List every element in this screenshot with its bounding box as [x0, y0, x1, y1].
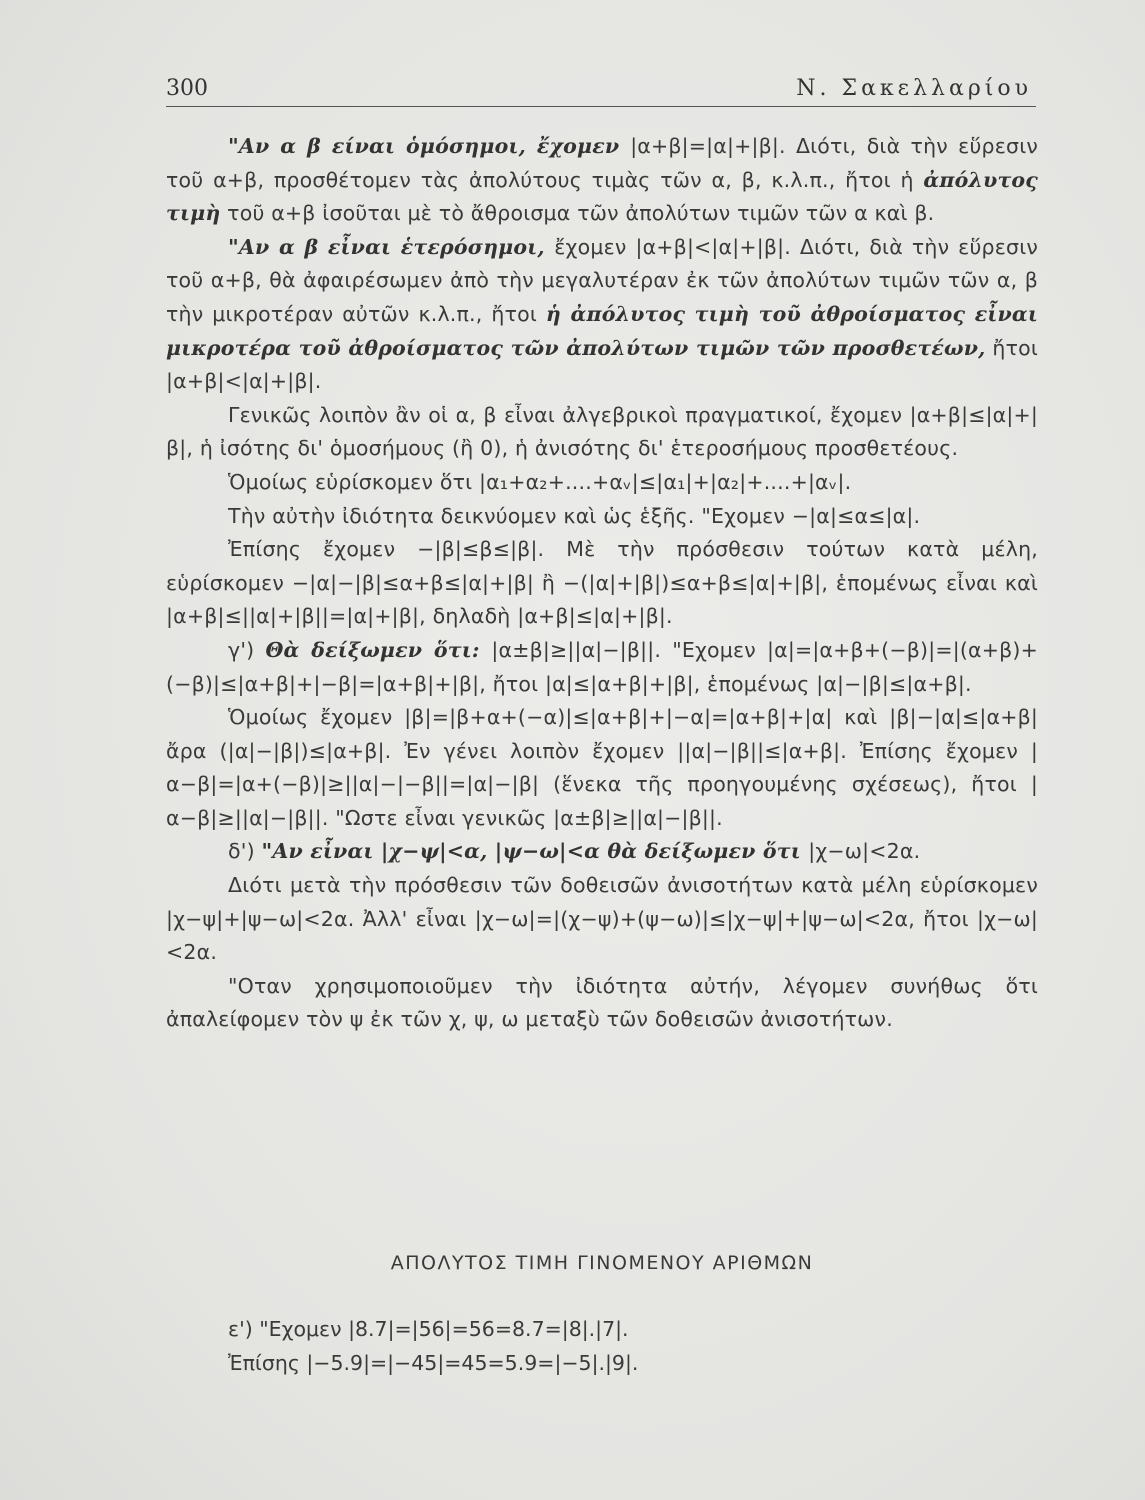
text-run: δ')	[228, 839, 262, 864]
text-run: Ὁμοίως ἔχομεν |β|=|β+α+(−α)|≤|α+β|+|−α|=|α+β|+|α| καὶ |β|−|α|≤|α+β| ἄρα (|α|−|β|)≤|α+β|. Ἐν γένει λοιπὸν ἔχομεν ||α|−|β||≤|α+β|. Ἐπίσης ἔχομεν |α−β|=|α+(−β)|≥||α|−|−β||=|α|−|β| (ἕνεκα τῆς προηγουμένης σχέσεως), ἤτοι |α−β|≥||α|−|β||. "Ωστε εἶναι γενικῶς |α±β|≥||α|−|β||.	[166, 705, 1038, 830]
emphasized-text: "Αν α β εἶναι ἑτερόσημοι,	[228, 234, 555, 259]
paragraph	[166, 701, 1038, 835]
emphasized-text: είναι	[331, 134, 407, 158]
emphasized-text: ὁμόσημοι, ἔχομεν	[406, 134, 631, 158]
emphasized-text: "Αν εἶναι |χ−ψ|<α, |ψ−ω|<α θὰ δείξωμεν ὅτι	[261, 839, 809, 864]
section-body	[166, 1312, 1038, 1380]
paragraph	[166, 634, 1038, 701]
page-header	[166, 72, 1036, 107]
paragraph	[166, 533, 1038, 634]
paragraph	[166, 869, 1038, 970]
text-run: γ')	[228, 637, 266, 662]
text-run: |α+β|=|α|+|β|. Διότι, διὰ τὴν εὕρεσιν τοῦ α+β, προσθέτομεν τὰς ἀπολύτους τιμὰς τῶν α, β, κ.λ.π., ἤτοι ἡ	[166, 134, 1039, 192]
paragraph	[166, 500, 1038, 534]
text-run: Γενικῶς λοιπὸν ἂν οἱ α, β εἶναι ἀλγεβρικοὶ πραγματικοί, ἔχομεν |α+β|≤|α|+|β|, ἡ ἰσότης δι' ὁμοσήμους (ἢ 0), ἡ ἀνισότης δι' ἑτεροσήμους προσθετέους.	[166, 402, 1038, 461]
paragraph	[166, 130, 1038, 231]
equation-line: Ἐπίσης |−5.9|=|−45|=45=5.9=|−5|.|9|.	[228, 1351, 639, 1375]
text-run: "Οταν χρησιμοποιοῦμεν τὴν ἰδιότητα αὐτήν, λέγομεν συνήθως ὅτι ἀπαλείφομεν τὸν ψ ἐκ τῶν χ, ψ, ω μεταξὺ τῶν δοθεισῶν ἀνισοτήτων.	[166, 973, 1038, 1032]
emphasized-text: ἀπόλυτος τιμὴ	[166, 167, 1038, 226]
page-number: 300	[166, 76, 208, 101]
paragraph	[166, 231, 1038, 399]
text-run: τοῦ α+β ἰσοῦται μὲ τὸ ἄθροισμα τῶν ἀπολύτων τιμῶν τῶν α καὶ β.	[220, 201, 935, 226]
running-head: Ν. Σακελλαρίου	[796, 76, 1032, 101]
equation-line: ε') "Εχομεν |8.7|=|56|=56=8.7=|8|.|7|.	[228, 1317, 629, 1341]
emphasized-text: "Αν α β	[228, 134, 332, 158]
paragraph	[166, 835, 1038, 869]
text-run: Ἐπίσης ἔχομεν −|β|≤β≤|β|. Μὲ τὴν πρόσθεσιν τούτων κατὰ μέλη, εὑρίσκομεν −|α|−|β|≤α+β≤|α|+|β| ἢ −(|α|+|β|)≤α+β≤|α|+|β|, ἑπομένως εἶναι καὶ |α+β|≤||α|+|β||=|α|+|β|, δηλαδὴ |α+β|≤|α|+|β|.	[166, 537, 1038, 629]
text-run: Ὁμοίως εὑρίσκομεν ὅτι |α₁+α₂+....+αᵥ|≤|α₁|+|α₂|+....+|αᵥ|.	[228, 469, 852, 494]
emphasized-text: ἡ ἀπόλυτος τιμὴ τοῦ ἀθροίσματος εἶναι μικροτέρα τοῦ ἀθροίσματος τῶν ἀπολύτων τιμῶν τῶν προσθετέων,	[166, 301, 1038, 360]
paragraph	[166, 466, 1038, 500]
text-run: |χ−ω|<2α.	[808, 839, 921, 864]
emphasized-text: Θὰ δείξωμεν ὅτι:	[265, 637, 492, 662]
text-run: ἤτοι |α+β|<|α|+|β|.	[166, 335, 1038, 394]
paragraph	[166, 399, 1038, 466]
section-title: ΑΠΟΛΥΤΟΣ ΤΙΜΗ ΓΙΝΟΜΕΝΟΥ ΑΡΙΘΜΩΝ	[390, 1252, 814, 1274]
text-run: ἔχομεν |α+β|<|α|+|β|. Διότι, διὰ τὴν εὕρεσιν τοῦ α+β, θὰ ἀφαιρέσωμεν ἀπὸ τὴν μεγαλυτέραν ἐκ τῶν ἀπολύτων τιμῶν τῶν α, β τὴν μικροτέραν αὐτῶν κ.λ.π., ἤτοι	[166, 234, 1038, 326]
text-run: Διότι μετὰ τὴν πρόσθεσιν τῶν δοθεισῶν ἀνισοτήτων κατὰ μέλη εὑρίσκομεν |χ−ψ|+|ψ−ω|<2α. Ἀλλ' εἶναι |χ−ω|=|(χ−ψ)+(ψ−ω)|≤|χ−ψ|+|ψ−ω|<2α, ἤτοι |χ−ω|<2α.	[166, 873, 1038, 965]
text-run: |α±β|≥||α|−|β||. "Εχομεν |α|=|α+β+(−β)|=|(α+β)+(−β)|≤|α+β|+|−β|=|α+β|+|β|, ἤτοι |α|≤|α+β|+|β|, ἑπομένως |α|−|β|≤|α+β|.	[166, 637, 1038, 696]
body-text	[166, 130, 1038, 1037]
paragraph	[166, 970, 1038, 1037]
text-run: Τὴν αὐτὴν ἰδιότητα δεικνύομεν καὶ ὡς ἑξῆς. "Εχομεν −|α|≤α≤|α|.	[228, 503, 921, 528]
